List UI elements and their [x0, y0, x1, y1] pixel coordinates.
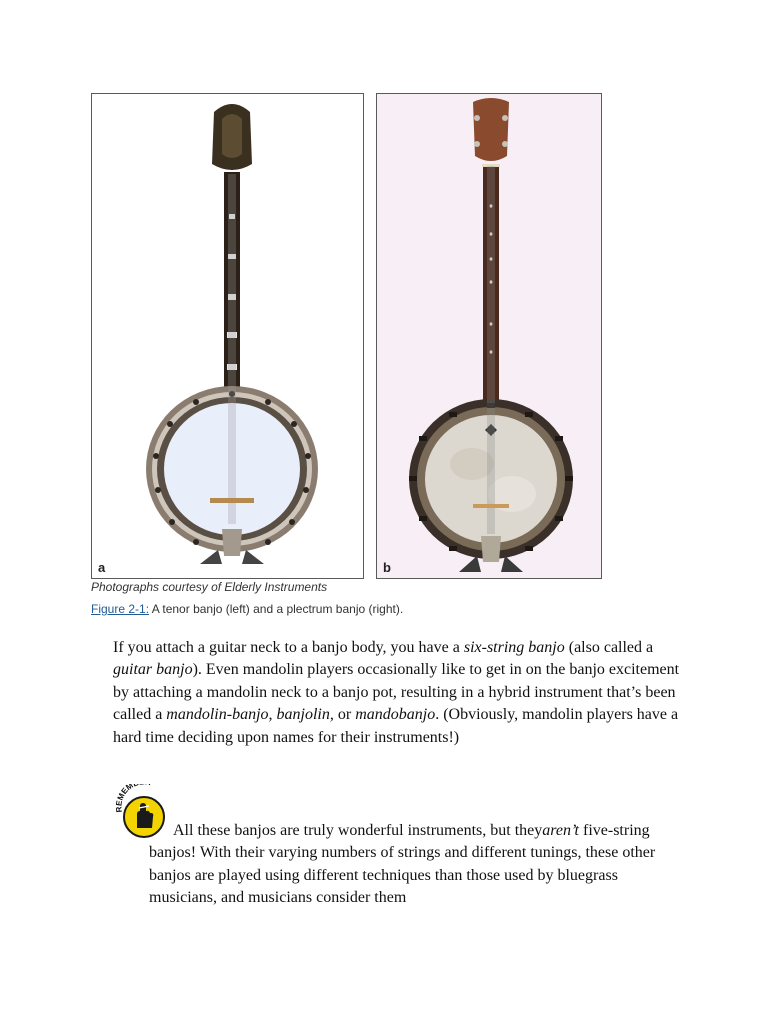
remember-icon-label: MEM — [116, 784, 135, 802]
text-run: (also called a — [564, 639, 654, 656]
text-run: All these banjos are truly wonderful instruments, but they — [173, 822, 543, 839]
term-six-string-banjo: six-string banjo — [463, 639, 565, 656]
body-paragraph — [113, 637, 683, 749]
plectrum-banjo-illustration — [377, 94, 602, 579]
emphasis-arent: aren’t — [542, 822, 579, 839]
figure-photo-plectrum-banjo — [376, 93, 602, 579]
caption-text: A tenor banjo (left) and a plectrum banjo (right). — [149, 602, 404, 616]
panel-label-a: a — [98, 560, 106, 575]
term-guitar-banjo: guitar banjo — [113, 661, 193, 679]
text-run: If you attach a guitar neck to a banjo body, you have a — [113, 639, 464, 656]
panel-label-b: b — [383, 560, 391, 575]
figure-link[interactable]: Figure 2-1: — [91, 602, 150, 616]
figure-photo-tenor-banjo — [91, 93, 364, 579]
text-run: ). Even mandolin players occasionally like to get in on the banjo excitement by attaching a mandolin neck to a banjo pot, resulting in a hybrid instrument that’s been called a — [113, 661, 680, 724]
tenor-banjo-illustration — [92, 94, 364, 579]
text-run: or — [333, 706, 356, 724]
figure-caption — [91, 602, 403, 616]
term-mandolin-banjo: mandolin-banjo, banjolin, — [166, 706, 334, 724]
term-mandobanjo: mandobanjo — [355, 706, 436, 724]
remember-paragraph — [149, 820, 689, 910]
photo-credit: Photographs courtesy of Elderly Instruments — [91, 580, 328, 594]
text-run: . (Obviously, mandolin players have a hard time deciding upon names for their instruments!) — [113, 706, 679, 746]
text-run: five-string banjos! With their varying numbers of strings and different tunings, these other banjos are played using different techniques than those used by bluegrass musicians, and musicians consider them — [149, 822, 656, 907]
